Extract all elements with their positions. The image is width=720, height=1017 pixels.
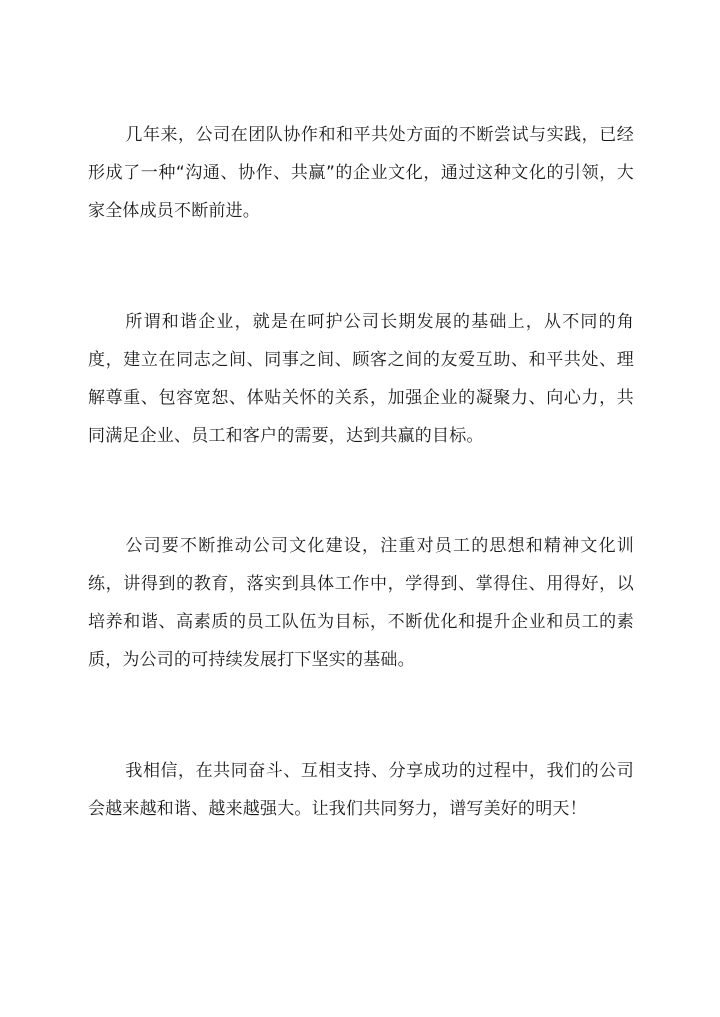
paragraph-3: 公司要不断推动公司文化建设，注重对员工的思想和精神文化训练，讲得到的教育，落实到具体工作中，学得到、掌得住、用得好，以培养和谐、高素质的员工队伍为目标，不断优化和提升企业和员工的素质，为公司的可持续发展打下坚实的基础。: [88, 536, 634, 670]
paragraph-1: 几年来，公司在团队协作和和平共处方面的不断尝试与实践，已经形成了一种“沟通、协作、共赢”的企业文化，通过这种文化的引领，大家全体成员不断前进。: [88, 125, 634, 221]
paragraph-2: 所谓和谐企业，就是在呵护公司长期发展的基础上，从不同的角度，建立在同志之间、同事之间、顾客之间的友爱互助、和平共处、理解尊重、包容宽恕、体贴关怀的关系，加强企业的凝聚力、向心力，共同满足企业、员工和客户的需要，达到共赢的目标。: [88, 312, 634, 446]
paragraph-4: 我相信，在共同奋斗、互相支持、分享成功的过程中，我们的公司会越来越和谐、越来越强大。让我们共同努力，谱写美好的明天！: [88, 761, 634, 819]
